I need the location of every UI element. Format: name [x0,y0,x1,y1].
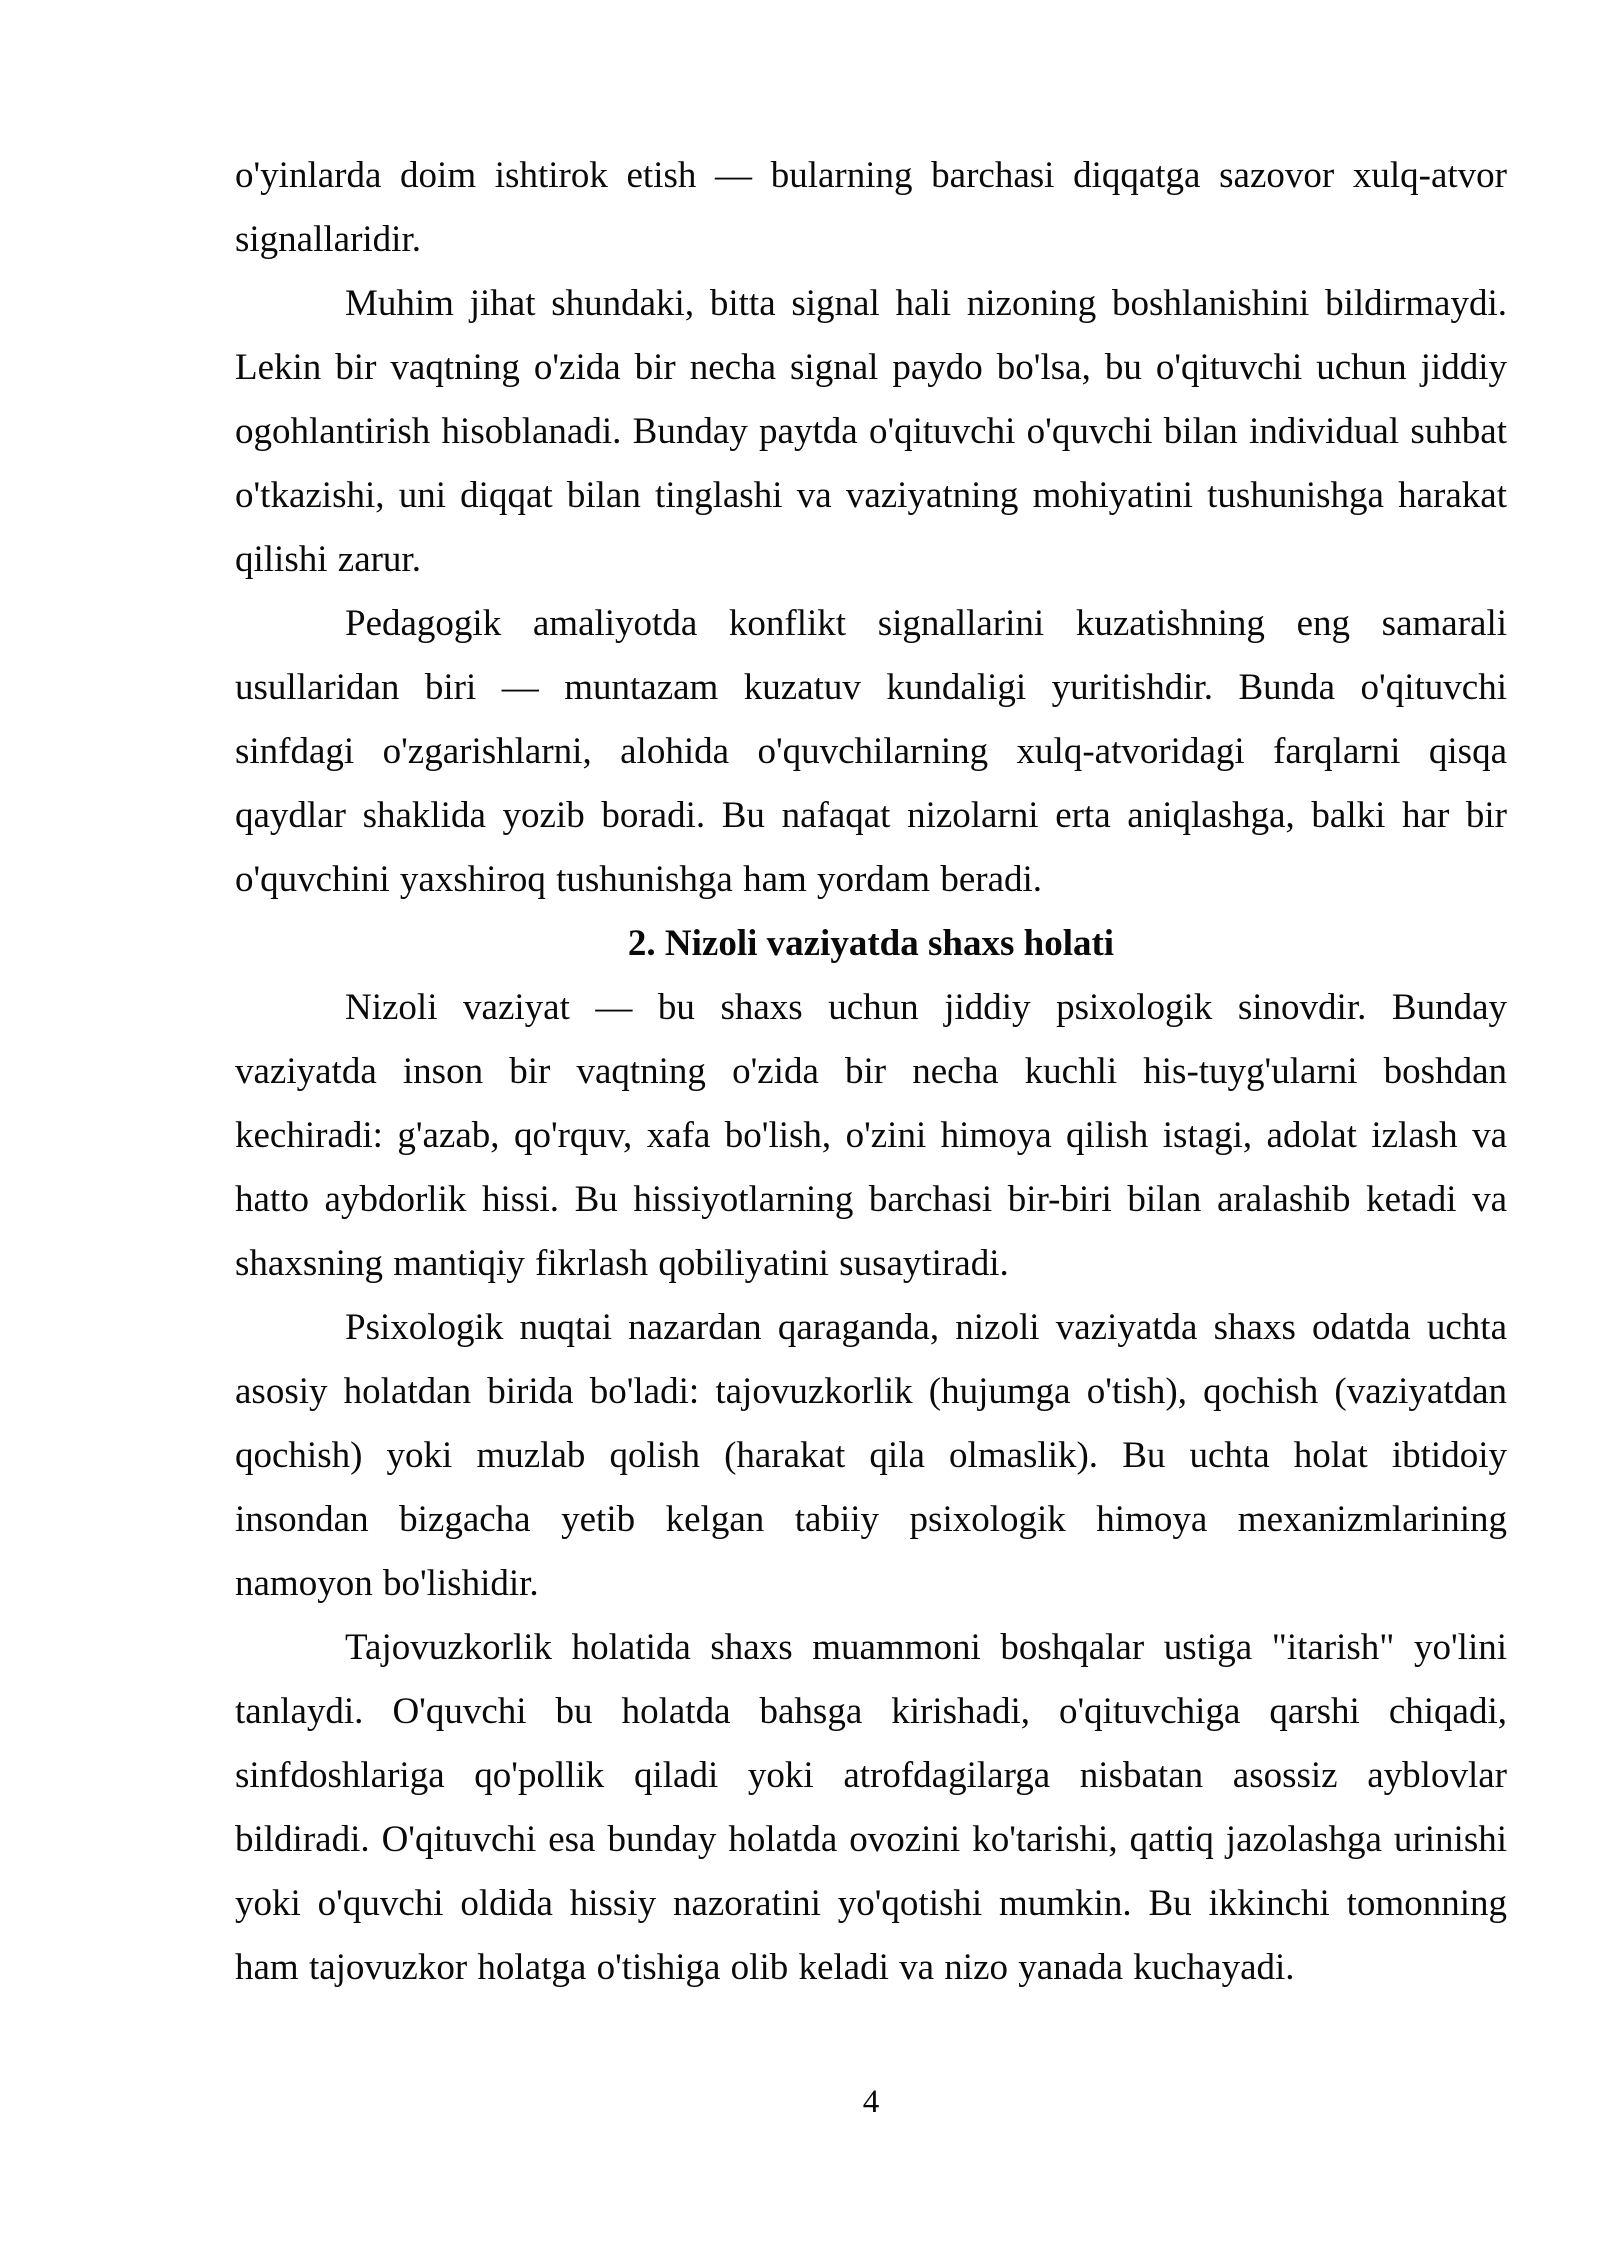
page-number: 4 [862,2084,880,2120]
body-paragraph: Tajovuzkorlik holatida shaxs muammoni boshqalar ustiga "itarish" yo'lini tanlaydi. O'quvchi bu holatda bahsga kirishadi, o'qituvchiga qarshi chiqadi, sinfdoshlariga qo'pollik qiladi yoki atrofdagilarga nisbatan asossiz ayblovlar bildiradi. O'qituvchi esa bunday holatda ovozini ko'tarishi, qattiq jazolashga urinishi yoki o'quvchi oldida hissiy nazoratini yo'qotishi mumkin. Bu ikkinchi tomonning ham tajovuzkor holatga o'tishiga olib keladi va nizo yanada kuchayadi. [235,1627,1507,1988]
document-body [235,144,1507,2000]
body-paragraph: o'yinlarda doim ishtirok etish — bularning barchasi diqqatga sazovor xulq-atvor signallaridir. [235,155,1507,260]
body-paragraph: Psixologik nuqtai nazardan qaraganda, nizoli vaziyatda shaxs odatda uchta asosiy holatdan birida bo'ladi: tajovuzkorlik (hujumga o'tish), qochish (vaziyatdan qochish) yoki muzlab qolish (harakat qila olmaslik). Bu uchta holat ibtidoiy insondan bizgacha yetib kelgan tabiiy psixologik himoya mexanizmlarining namoyon bo'lishidir. [235,1307,1507,1604]
body-paragraph: Pedagogik amaliyotda konflikt signallarini kuzatishning eng samarali usullaridan biri — muntazam kuzatuv kundaligi yuritishdir. Bunda o'qituvchi sinfdagi o'zgarishlarni, alohida o'quvchilarning xulq-atvoridagi farqlarni qisqa qaydlar shaklida yozib boradi. Bu nafaqat nizolarni erta aniqlashga, balki har bir o'quvchini yaxshiroq tushunishga ham yordam beradi. [235,603,1507,900]
body-paragraph: Muhim jihat shundaki, bitta signal hali nizoning boshlanishini bildirmaydi. Lekin bir vaqtning o'zida bir necha signal paydo bo'lsa, bu o'qituvchi uchun jiddiy ogohlantirish hisoblanadi. Bunday paytda o'qituvchi o'quvchi bilan individual suhbat o'tkazishi, uni diqqat bilan tinglashi va vaziyatning mohiyatini tushunishga harakat qilishi zarur. [235,283,1507,580]
section-heading: 2. Nizoli vaziyatda shaxs holati [627,923,1115,964]
body-paragraph: Nizoli vaziyat — bu shaxs uchun jiddiy psixologik sinovdir. Bunday vaziyatda inson bir vaqtning o'zida bir necha kuchli his-tuyg'ularni boshdan kechiradi: g'azab, qo'rquv, xafa bo'lish, o'zini himoya qilish istagi, adolat izlash va hatto aybdorlik hissi. Bu hissiyotlarning barchasi bir-biri bilan aralashib ketadi va shaxsning mantiqiy fikrlash qobiliyatini susaytiradi. [235,987,1507,1284]
